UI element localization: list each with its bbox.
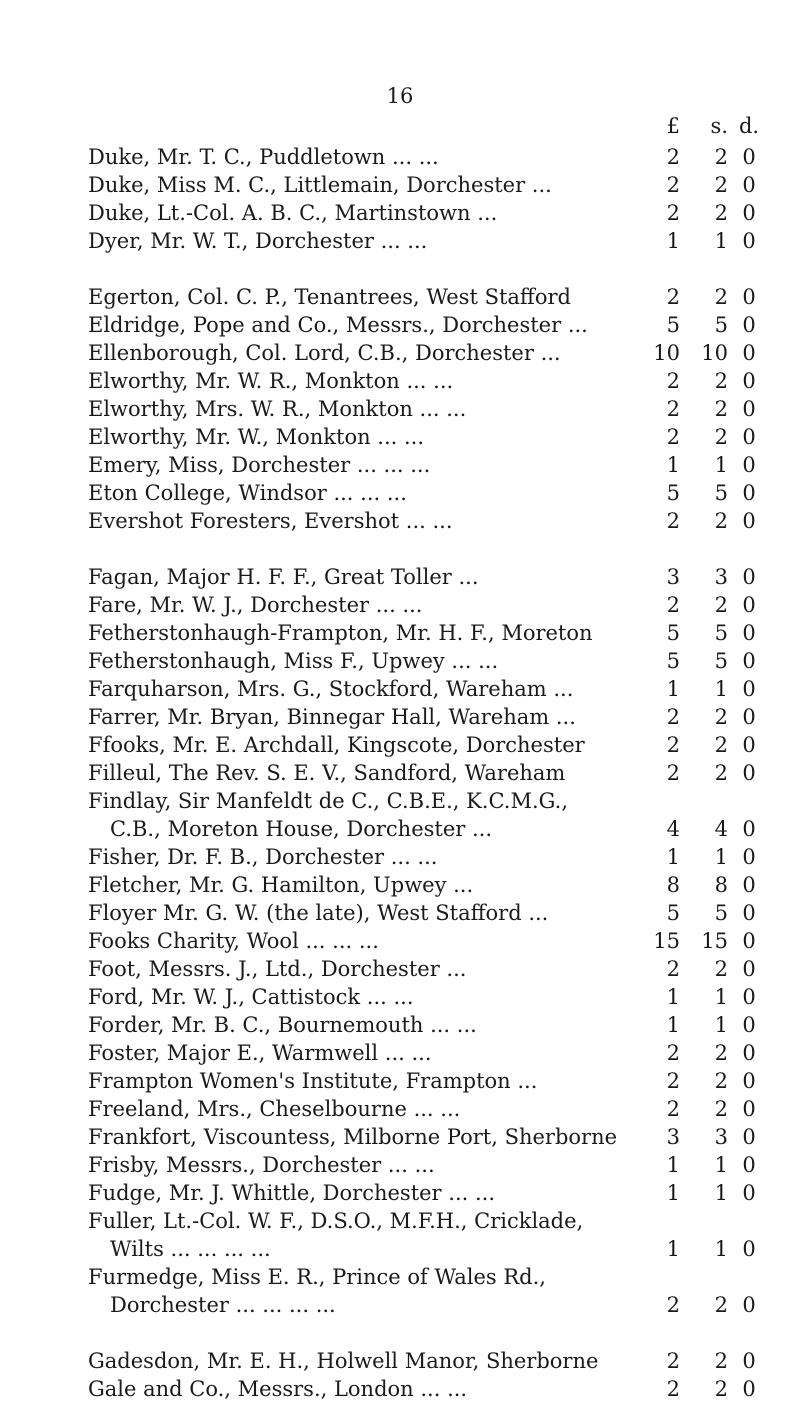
pence-amount: 0 xyxy=(742,1097,756,1121)
shillings-amount: 1 xyxy=(714,453,728,477)
list-item xyxy=(88,1151,778,1179)
shillings-amount: 1 xyxy=(714,1013,728,1037)
shillings-amount: 3 xyxy=(714,565,728,589)
pence-amount: 0 xyxy=(742,1153,756,1177)
pence-amount: 0 xyxy=(742,957,756,981)
subscriber-name xyxy=(88,395,640,423)
subscriber-name-line: Fare, Mr. W. J., Dorchester ... ... xyxy=(88,593,423,617)
list-item xyxy=(88,871,778,899)
pounds-amount: 3 xyxy=(666,565,680,589)
subscriber-name-line: Filleul, The Rev. S. E. V., Sandford, Wareham xyxy=(88,761,566,785)
list-item xyxy=(88,423,778,451)
pounds-amount: 5 xyxy=(666,901,680,925)
pounds-amount: 1 xyxy=(666,229,680,253)
subscriber-name-line: Gadesdon, Mr. E. H., Holwell Manor, Sherborne xyxy=(88,1349,599,1373)
list-item xyxy=(88,1011,778,1039)
shillings-amount: 2 xyxy=(714,705,728,729)
subscriber-name xyxy=(88,759,640,787)
pence-amount: 0 xyxy=(742,369,756,393)
list-item xyxy=(88,731,778,759)
subscriber-name-line: Duke, Lt.-Col. A. B. C., Martinstown ... xyxy=(88,201,498,225)
pence-header: d. xyxy=(738,114,760,138)
pence-amount: 0 xyxy=(742,145,756,169)
pence-amount: 0 xyxy=(742,173,756,197)
pence-amount: 0 xyxy=(742,509,756,533)
subscriber-name-line: Forder, Mr. B. C., Bournemouth ... ... xyxy=(88,1013,477,1037)
subscriber-name-line: Duke, Mr. T. C., Puddletown ... ... xyxy=(88,145,439,169)
shillings-amount: 15 xyxy=(701,929,728,953)
subscriber-name-line: Frankfort, Viscountess, Milborne Port, Sherborne xyxy=(88,1125,618,1149)
shillings-amount: 2 xyxy=(714,733,728,757)
list-item xyxy=(88,199,778,227)
list-item xyxy=(88,927,778,955)
pounds-amount: 15 xyxy=(653,929,680,953)
shillings-amount: 2 xyxy=(714,957,728,981)
pounds-amount: 2 xyxy=(666,761,680,785)
list-item xyxy=(88,143,778,171)
subscriber-name-continuation: C.B., Moreton House, Dorchester ... xyxy=(110,817,492,841)
shillings-amount: 2 xyxy=(714,425,728,449)
subscriber-name xyxy=(88,703,640,731)
subscriber-name xyxy=(88,171,640,199)
pounds-amount: 1 xyxy=(666,677,680,701)
subscriber-name-line: Egerton, Col. C. P., Tenantrees, West Stafford xyxy=(88,285,571,309)
pounds-amount: 5 xyxy=(666,313,680,337)
pounds-amount: 2 xyxy=(666,145,680,169)
subscriber-name xyxy=(88,367,640,395)
shillings-amount: 2 xyxy=(714,1069,728,1093)
pounds-amount: 5 xyxy=(666,481,680,505)
pence-amount: 0 xyxy=(742,621,756,645)
subscriber-name-line: Findlay, Sir Manfeldt de C., C.B.E., K.C.M.G., xyxy=(88,789,569,813)
pounds-amount: 1 xyxy=(666,1237,680,1261)
list-item xyxy=(88,1375,778,1403)
pence-amount: 0 xyxy=(742,1349,756,1373)
pounds-amount: 1 xyxy=(666,1013,680,1037)
pence-amount: 0 xyxy=(742,873,756,897)
pence-amount: 0 xyxy=(742,481,756,505)
list-item xyxy=(88,1039,778,1067)
subscriber-name-line: Dyer, Mr. W. T., Dorchester ... ... xyxy=(88,229,428,253)
subscriber-name-line: Floyer Mr. G. W. (the late), West Stafford ... xyxy=(88,901,549,925)
subscriber-name xyxy=(88,675,640,703)
subscriber-name-line: Fooks Charity, Wool ... ... ... xyxy=(88,929,379,953)
shillings-amount: 1 xyxy=(714,677,728,701)
subscriber-name xyxy=(88,1179,640,1207)
pence-amount: 0 xyxy=(742,201,756,225)
subscriber-name-line: Farquharson, Mrs. G., Stockford, Wareham ... xyxy=(88,677,574,701)
list-item xyxy=(88,843,778,871)
subscriber-name-line: Fetherstonhaugh, Miss F., Upwey ... ... xyxy=(88,649,499,673)
subscriber-name-line: Evershot Foresters, Evershot ... ... xyxy=(88,509,453,533)
pounds-amount: 2 xyxy=(666,1349,680,1373)
pence-amount: 0 xyxy=(742,1237,756,1261)
list-item xyxy=(88,703,778,731)
subscriber-name-line: Duke, Miss M. C., Littlemain, Dorchester ... xyxy=(88,173,552,197)
shillings-amount: 1 xyxy=(714,1181,728,1205)
subscriber-name-line: Farrer, Mr. Bryan, Binnegar Hall, Wareham ... xyxy=(88,705,576,729)
shillings-amount: 1 xyxy=(714,229,728,253)
subscriber-name xyxy=(88,1207,640,1263)
pence-amount: 0 xyxy=(742,985,756,1009)
shillings-amount: 2 xyxy=(714,1349,728,1373)
shillings-amount: 8 xyxy=(714,873,728,897)
pounds-amount: 2 xyxy=(666,1069,680,1093)
subscriber-name xyxy=(88,563,640,591)
list-item xyxy=(88,283,778,311)
shillings-amount: 5 xyxy=(714,649,728,673)
pounds-amount: 10 xyxy=(653,341,680,365)
shillings-amount: 5 xyxy=(714,901,728,925)
pounds-amount: 3 xyxy=(666,1125,680,1149)
pence-amount: 0 xyxy=(742,229,756,253)
pounds-amount: 2 xyxy=(666,593,680,617)
shillings-amount: 2 xyxy=(714,1041,728,1065)
shillings-amount: 1 xyxy=(714,845,728,869)
shillings-amount: 3 xyxy=(714,1125,728,1149)
subscriber-name xyxy=(88,1123,640,1151)
subscriber-name-line: Fisher, Dr. F. B., Dorchester ... ... xyxy=(88,845,438,869)
subscriber-name-line: Eldridge, Pope and Co., Messrs., Dorchester ... xyxy=(88,313,588,337)
subscriber-name xyxy=(88,1347,640,1375)
pounds-amount: 2 xyxy=(666,1041,680,1065)
subscriber-name-line: Elworthy, Mrs. W. R., Monkton ... ... xyxy=(88,397,467,421)
subscriber-name xyxy=(88,787,640,843)
pence-amount: 0 xyxy=(742,733,756,757)
pence-amount: 0 xyxy=(742,1013,756,1037)
pounds-amount: 2 xyxy=(666,1097,680,1121)
subscriber-name-line: Foot, Messrs. J., Ltd., Dorchester ... xyxy=(88,957,467,981)
list-item xyxy=(88,311,778,339)
shillings-amount: 2 xyxy=(714,1377,728,1401)
pounds-amount: 5 xyxy=(666,621,680,645)
list-item xyxy=(88,367,778,395)
subscriber-name-line: Ford, Mr. W. J., Cattistock ... ... xyxy=(88,985,414,1009)
column-headers xyxy=(0,114,800,144)
list-item xyxy=(88,451,778,479)
subscriber-name xyxy=(88,423,640,451)
subscriber-name-line: Fagan, Major H. F. F., Great Toller ... xyxy=(88,565,479,589)
pence-amount: 0 xyxy=(742,453,756,477)
list-item xyxy=(88,899,778,927)
pounds-amount: 2 xyxy=(666,509,680,533)
pence-amount: 0 xyxy=(742,1125,756,1149)
subscriber-name xyxy=(88,1375,640,1403)
pence-amount: 0 xyxy=(742,1377,756,1401)
list-item xyxy=(88,227,778,255)
pounds-amount: 2 xyxy=(666,173,680,197)
subscriber-name-line: Fuller, Lt.-Col. W. F., D.S.O., M.F.H., Cricklade, xyxy=(88,1209,584,1233)
shillings-amount: 2 xyxy=(714,201,728,225)
subscriber-name xyxy=(88,507,640,535)
list-item xyxy=(88,479,778,507)
list-item xyxy=(88,563,778,591)
subscriber-name xyxy=(88,731,640,759)
list-item xyxy=(88,647,778,675)
subscriber-name-line: Frampton Women's Institute, Frampton ... xyxy=(88,1069,538,1093)
pence-amount: 0 xyxy=(742,1181,756,1205)
subscriber-name-line: Elworthy, Mr. W., Monkton ... ... xyxy=(88,425,425,449)
subscriber-name xyxy=(88,927,640,955)
pounds-amount: 2 xyxy=(666,1377,680,1401)
list-item xyxy=(88,787,778,843)
subscriber-name-line: Fetherstonhaugh-Frampton, Mr. H. F., Moreton xyxy=(88,621,593,645)
shillings-header: s. xyxy=(710,114,728,138)
list-item xyxy=(88,507,778,535)
shillings-amount: 2 xyxy=(714,369,728,393)
subscriber-name xyxy=(88,451,640,479)
shillings-amount: 2 xyxy=(714,145,728,169)
subscriber-name xyxy=(88,339,640,367)
shillings-amount: 2 xyxy=(714,593,728,617)
subscriber-name xyxy=(88,591,640,619)
pence-amount: 0 xyxy=(742,929,756,953)
list-item xyxy=(88,591,778,619)
subscriber-name xyxy=(88,479,640,507)
subscriber-name-line: Gale and Co., Messrs., London ... ... xyxy=(88,1377,468,1401)
subscriber-name xyxy=(88,619,640,647)
shillings-amount: 1 xyxy=(714,985,728,1009)
subscriber-name xyxy=(88,283,640,311)
pounds-amount: 2 xyxy=(666,285,680,309)
pence-amount: 0 xyxy=(742,593,756,617)
pounds-amount: 2 xyxy=(666,397,680,421)
subscriber-list xyxy=(88,143,778,1403)
pence-amount: 0 xyxy=(742,313,756,337)
pence-amount: 0 xyxy=(742,817,756,841)
subscriber-name xyxy=(88,899,640,927)
subscriber-name xyxy=(88,647,640,675)
pounds-amount: 1 xyxy=(666,1181,680,1205)
pounds-amount: 2 xyxy=(666,1293,680,1317)
subscriber-name xyxy=(88,1011,640,1039)
shillings-amount: 2 xyxy=(714,761,728,785)
list-item xyxy=(88,171,778,199)
subscriber-name-line: Emery, Miss, Dorchester ... ... ... xyxy=(88,453,431,477)
subscriber-name-line: Freeland, Mrs., Cheselbourne ... ... xyxy=(88,1097,461,1121)
pounds-amount: 2 xyxy=(666,369,680,393)
page-number: 16 xyxy=(386,84,414,108)
pounds-amount: 4 xyxy=(666,817,680,841)
pence-amount: 0 xyxy=(742,845,756,869)
list-item xyxy=(88,619,778,647)
list-item xyxy=(88,339,778,367)
subscriber-name-line: Frisby, Messrs., Dorchester ... ... xyxy=(88,1153,435,1177)
pence-amount: 0 xyxy=(742,649,756,673)
list-item xyxy=(88,1347,778,1375)
pounds-amount: 1 xyxy=(666,1153,680,1177)
shillings-amount: 2 xyxy=(714,1097,728,1121)
pence-amount: 0 xyxy=(742,425,756,449)
subscriber-name xyxy=(88,199,640,227)
subscriber-name-line: Fletcher, Mr. G. Hamilton, Upwey ... xyxy=(88,873,474,897)
subscriber-name xyxy=(88,1067,640,1095)
shillings-amount: 4 xyxy=(714,817,728,841)
subscriber-name-line: Eton College, Windsor ... ... ... xyxy=(88,481,407,505)
pounds-amount: 5 xyxy=(666,649,680,673)
list-item xyxy=(88,1263,778,1319)
subscriber-name-line: Fudge, Mr. J. Whittle, Dorchester ... ... xyxy=(88,1181,495,1205)
list-item xyxy=(88,1179,778,1207)
pounds-header: £ xyxy=(666,114,680,138)
subscriber-name xyxy=(88,1039,640,1067)
subscriber-name xyxy=(88,843,640,871)
subscriber-name xyxy=(88,227,640,255)
shillings-amount: 10 xyxy=(701,341,728,365)
list-item xyxy=(88,759,778,787)
subscriber-name-continuation: Wilts ... ... ... ... xyxy=(110,1237,271,1261)
shillings-amount: 5 xyxy=(714,621,728,645)
subscriber-name-continuation: Dorchester ... ... ... ... xyxy=(110,1293,336,1317)
pence-amount: 0 xyxy=(742,397,756,421)
subscriber-name xyxy=(88,143,640,171)
shillings-amount: 1 xyxy=(714,1153,728,1177)
pounds-amount: 1 xyxy=(666,845,680,869)
list-item xyxy=(88,955,778,983)
subscriber-name xyxy=(88,311,640,339)
pence-amount: 0 xyxy=(742,677,756,701)
pence-amount: 0 xyxy=(742,705,756,729)
subscriber-name-line: Foster, Major E., Warmwell ... ... xyxy=(88,1041,432,1065)
list-item xyxy=(88,1207,778,1263)
pence-amount: 0 xyxy=(742,565,756,589)
subscriber-name xyxy=(88,1263,640,1319)
pounds-amount: 2 xyxy=(666,425,680,449)
list-item xyxy=(88,1095,778,1123)
pence-amount: 0 xyxy=(742,341,756,365)
pounds-amount: 8 xyxy=(666,873,680,897)
list-item xyxy=(88,983,778,1011)
subscriber-name-line: Furmedge, Miss E. R., Prince of Wales Rd., xyxy=(88,1265,546,1289)
shillings-amount: 2 xyxy=(714,285,728,309)
subscriber-name xyxy=(88,1095,640,1123)
pence-amount: 0 xyxy=(742,901,756,925)
pence-amount: 0 xyxy=(742,761,756,785)
shillings-amount: 2 xyxy=(714,1293,728,1317)
list-item xyxy=(88,675,778,703)
shillings-amount: 5 xyxy=(714,313,728,337)
shillings-amount: 2 xyxy=(714,397,728,421)
pence-amount: 0 xyxy=(742,285,756,309)
subscriber-name-line: Elworthy, Mr. W. R., Monkton ... ... xyxy=(88,369,454,393)
pounds-amount: 1 xyxy=(666,453,680,477)
list-item xyxy=(88,395,778,423)
subscriber-name xyxy=(88,955,640,983)
list-item xyxy=(88,1067,778,1095)
pence-amount: 0 xyxy=(742,1069,756,1093)
pence-amount: 0 xyxy=(742,1293,756,1317)
shillings-amount: 2 xyxy=(714,173,728,197)
subscriber-name xyxy=(88,1151,640,1179)
pounds-amount: 1 xyxy=(666,985,680,1009)
shillings-amount: 5 xyxy=(714,481,728,505)
shillings-amount: 1 xyxy=(714,1237,728,1261)
shillings-amount: 2 xyxy=(714,509,728,533)
list-item xyxy=(88,1123,778,1151)
subscriber-name xyxy=(88,871,640,899)
pounds-amount: 2 xyxy=(666,705,680,729)
pence-amount: 0 xyxy=(742,1041,756,1065)
subscriber-name-line: Ffooks, Mr. E. Archdall, Kingscote, Dorchester xyxy=(88,733,585,757)
pounds-amount: 2 xyxy=(666,201,680,225)
subscriber-name xyxy=(88,983,640,1011)
pounds-amount: 2 xyxy=(666,957,680,981)
subscriber-name-line: Ellenborough, Col. Lord, C.B., Dorchester ... xyxy=(88,341,561,365)
pounds-amount: 2 xyxy=(666,733,680,757)
